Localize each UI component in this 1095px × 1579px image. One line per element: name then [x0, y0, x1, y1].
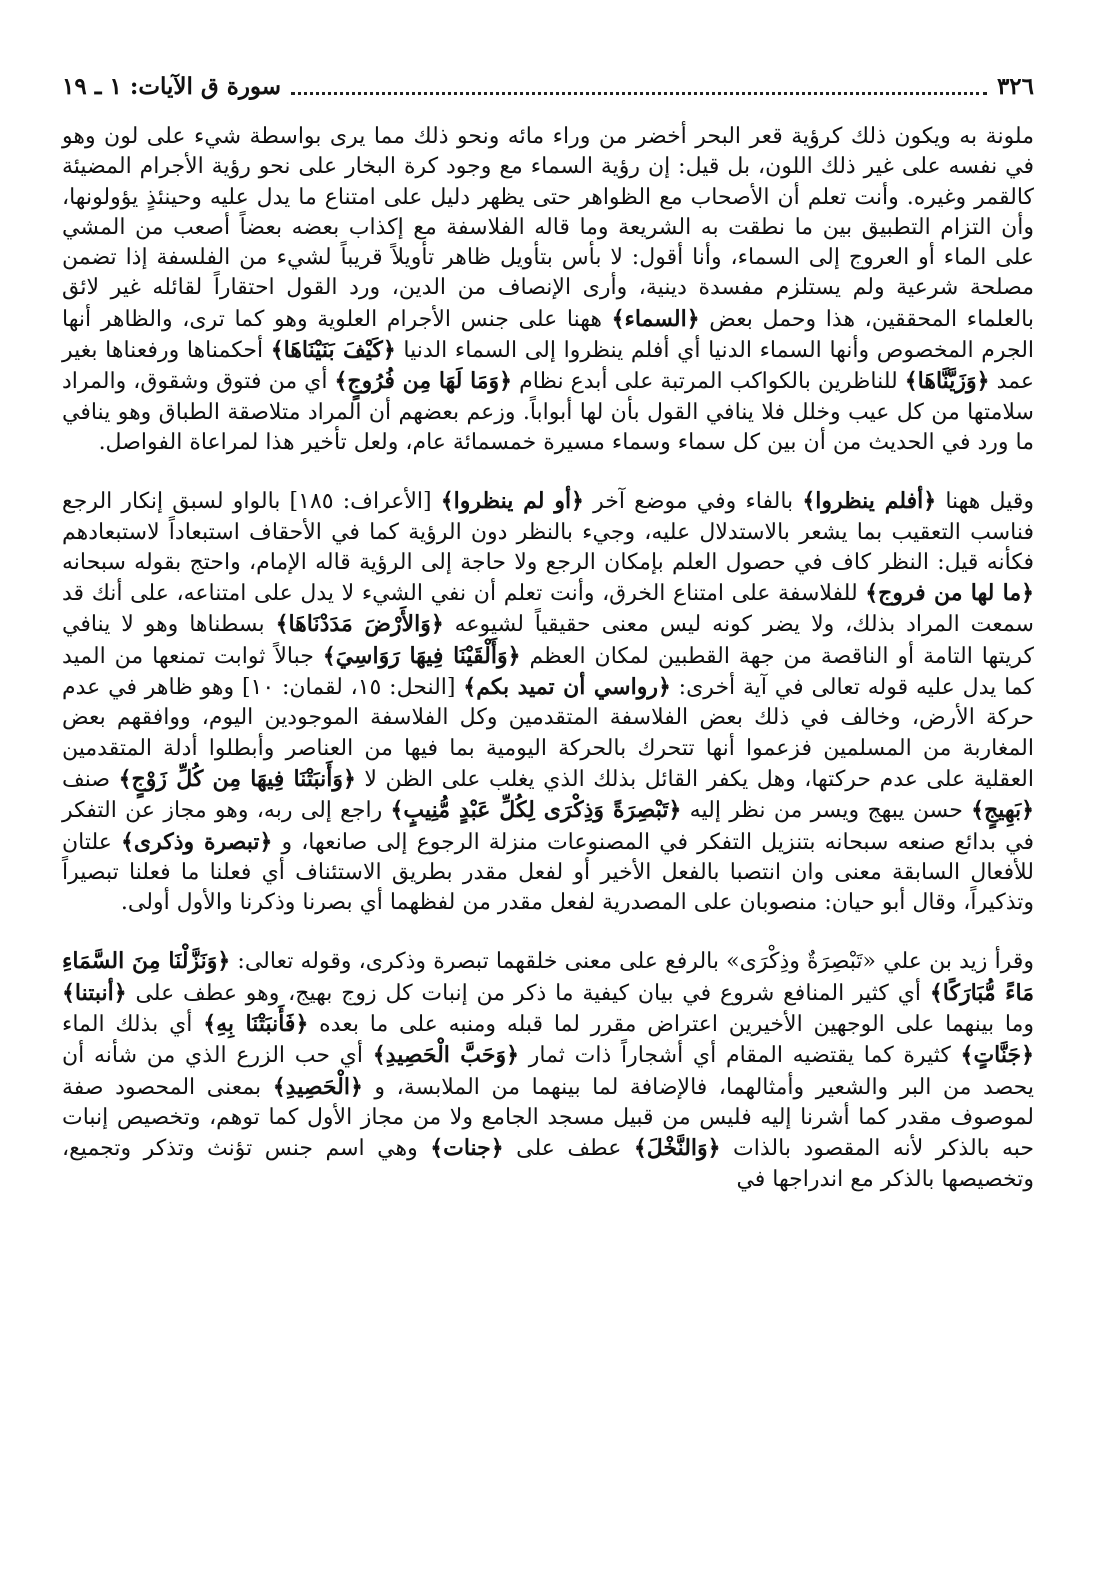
- quran-quote: ﴿بَهِيجٍ﴾: [971, 797, 1034, 824]
- text-segment: ملونة به ويكون ذلك كرؤية قعر البحر أخضر من وراء مائه ونحو ذلك مما يرى بواسطة شيء على لون وهو في نفسه على غير ذلك اللون، بل قيل: إن رؤية السماء مع وجود كرة البخار على نحو رؤية الأجرام المضيئة كالقمر وغيره. وأنت تعلم أن الأصحاب مع الظواهر حتى يظهر دليل على امتناع ما يدل عليه وحينئذٍ يؤولونها، وأن التزام التطبيق بين ما نطقت به الشريعة وما قاله الفلاسفة مع إكذاب بعضه بعضاً أصعب من المشي على الماء أو العروج إلى السماء، وأنا أقول: لا بأس بتأويل ظاهر تأويلاً قريباً لشيء من الفلسفة إذا تضمن مصلحة شرعية ولم يستلزم مفسدة دينية، وأرى الإنصاف من الدين، ورد القول احتقاراً لقائله غير لائق بالعلماء المحققين، هذا وحمل بعض: [62, 124, 1034, 332]
- quran-quote: ﴿وَأَنبَتْنَا فِيهَا مِن كُلِّ زَوْجٍ﴾: [118, 765, 356, 792]
- quran-quote: ﴿جَنَّاتٍ﴾: [960, 1042, 1034, 1069]
- header-dotted-leader: [291, 92, 987, 95]
- quran-quote: ﴿أنبتنا﴾: [62, 979, 127, 1006]
- quran-quote: ﴿تبصرة وذكرى﴾: [121, 828, 273, 855]
- quran-quote: ﴿تَبْصِرَةً وَذِكْرَى لِكُلِّ عَبْدٍ مُّنِيبٍ﴾: [390, 797, 682, 824]
- text-segment: وقرأ زيد بن علي «تَبْصِرَةٌ وذِكْرَى» بالرفع على معنى خلقهما تبصرة وذكرى، وقوله تعالى:: [230, 949, 1034, 975]
- body-text: [62, 122, 1034, 1195]
- quran-quote: ﴿وَالنَّخْلَ﴾: [633, 1135, 721, 1162]
- text-segment: جبالاً ثوابت تمنعها من الميد كما يدل عليه قوله تعالى في آية أخرى:: [62, 643, 1034, 701]
- page-header: [62, 60, 1034, 104]
- quran-quote: ﴿وَمَا لَهَا مِن فُرُوجٍ﴾: [334, 368, 513, 395]
- quran-quote: ﴿وَحَبَّ الْحَصِيدِ﴾: [372, 1042, 520, 1069]
- quran-quote: ﴿جنات﴾: [430, 1135, 504, 1162]
- text-segment: أي بذلك الماء: [62, 1012, 204, 1038]
- paragraph-3: [62, 946, 1034, 1194]
- text-segment: صنف: [62, 766, 119, 792]
- document-page: [62, 60, 1034, 1550]
- text-segment: للفلاسفة على امتناع الخرق، وأنت تعلم أن نفي الشيء لا يدل على امتناعه، على أنك قد سمعت المراد بذلك، ولا يضر كونه ليس معنى حقيقياً لشيوعه: [62, 581, 1034, 638]
- quran-quote: ﴿ما لها من فروج﴾: [865, 580, 1034, 607]
- text-segment: وهي اسم جنس تؤنث وتذكر وتجميع، وتخصيصها بالذكر مع اندراجها في: [62, 1136, 1034, 1192]
- text-segment: [الأعراف: ١٨٥] بالواو لسبق إنكار الرجع فناسب التعقيب بما يشعر بالاستدلال عليه، وجيء بالنظر دون الرؤية كما في الأحقاف استبعاداً لاستبعادهم فكأنه قيل: النظر كاف في حصول العلم بإمكان الرجع ولا حاجة إلى الرؤية قاله الإمام، واحتج بقوله سبحانه: [62, 489, 1034, 575]
- text-segment: كثيرة كما يقتضيه المقام أي أشجاراً ذات ثمار: [519, 1043, 961, 1069]
- quran-quote: ﴿السماء﴾: [611, 305, 700, 332]
- quran-quote: ﴿فَأَنبَتْنَا بِهِ﴾: [203, 1011, 309, 1038]
- text-segment: علتان للأفعال السابقة معنى وان انتصبا بالفعل الأخير أو لفعل مقدر بطريق الاستئناف أي فعلنا ما فعلنا تبصيراً وتذكيراً، وقال أبو حيان: منصوبان على المصدرية لفعل مقدر من لفظهما أي بصرنا وذكرنا والأول أولى.: [62, 829, 1034, 916]
- text-segment: حسن يبهج ويسر من نظر إليه: [681, 798, 972, 824]
- text-segment: للناظرين بالكواكب المرتبة على أبدع نظام: [512, 369, 905, 395]
- text-segment: [النحل: ١٥، لقمان: ١٠] وهو ظاهر في عدم حركة الأرض، وخالف في ذلك بعض الفلاسفة المتقدمين وكل الفلاسفة الموجودين اليوم، ووافقهم بعض المغاربة من المسلمين فزعموا أنها تتحرك بالحركة اليومية بما فيها من العناصر وأبطلوا أدلة المتقدمين العقلية على عدم حركتها، وهل يكفر القائل بذلك الذي يغلب على الظن لا: [62, 675, 1034, 792]
- text-segment: أي من فتوق وشقوق، والمراد سلامتها من كل عيب وخلل فلا ينافي القول بأن لها أبواباً. وزعم بعضهم أن المراد متلاصقة الطباق وهو ينافي ما ورد في الحديث من أن بين كل سماء وسماء مسيرة خمسمائة عام، ولعل تأخير هذا لمراعاة الفواصل.: [62, 369, 1034, 455]
- quran-quote: ﴿الْحَصِيدِ﴾: [272, 1073, 363, 1100]
- text-segment: أحكمناها ورفعناها بغير عمد: [62, 338, 1034, 395]
- text-segment: ههنا على جنس الأجرام العلوية وهو كما ترى، والظاهر أنها الجرم المخصوص وأنها السماء الدنيا أي أفلم ينظروا إلى السماء الدنيا: [62, 306, 1035, 364]
- quran-quote: ﴿وَأَلْقَيْنَا فِيهَا رَوَاسِيَ﴾: [322, 642, 521, 669]
- text-segment: أي حب الزرع الذي من شأنه أن يحصد من البر والشعير وأمثالهما، فالإضافة لما بينهما من الملابسة، و: [62, 1043, 1034, 1100]
- text-segment: راجع إلى ربه، وهو مجاز عن التفكر في بدائع صنعه سبحانه بتنزيل التفكر في المصنوعات منزلة الرجوع إلى صانعها، و: [62, 798, 1035, 855]
- text-segment: بسطناها وهو لا ينافي كريتها التامة أو الناقصة من جهة القطبين لمكان العظم: [62, 612, 1034, 669]
- quran-quote: ﴿أفلم ينظروا﴾: [802, 488, 937, 515]
- quran-quote: ﴿وَالأَرْضَ مَدَدْنَاهَا﴾: [275, 611, 444, 638]
- text-segment: عطف على: [503, 1136, 634, 1162]
- text-segment: وقيل ههنا: [936, 489, 1034, 515]
- quran-quote: ﴿كَيْفَ بَنَيْنَاهَا﴾: [270, 337, 396, 364]
- quran-quote: ﴿رواسي أن تميد بكم﴾: [463, 674, 671, 701]
- page-number: ٣٢٦: [996, 73, 1034, 100]
- quran-quote: ﴿وَنَزَّلْنَا مِنَ السَّمَاءِ مَاءً مُّبَارَكًا﴾: [62, 948, 1035, 1006]
- text-segment: وما بينهما على الوجهين الأخيرين اعتراض مقرر لما قبله ومنبه على ما بعده: [308, 1012, 1034, 1038]
- text-segment: أي كثير المنافع شروع في بيان كيفية ما ذكر من إنبات كل زوج بهيج، وهو عطف على: [126, 980, 930, 1006]
- surah-title: سورة ق الآيات: ١ ـ ١٩: [62, 73, 282, 100]
- paragraph-1: [62, 122, 1034, 458]
- quran-quote: ﴿وَزَيَّنَّاهَا﴾: [904, 368, 990, 395]
- text-segment: بمعنى المحصود صفة لموصوف مقدر كما أشرنا إليه فليس من قبيل مسجد الجامع ولا من مجاز الأول كما توهم، وتخصيص إنبات حبه بالذكر لأنه المقصود بالذات: [62, 1074, 1034, 1162]
- text-segment: بالفاء وفي موضع آخر: [583, 489, 803, 515]
- quran-quote: ﴿أو لم ينظروا﴾: [440, 488, 584, 515]
- paragraph-2: [62, 486, 1034, 918]
